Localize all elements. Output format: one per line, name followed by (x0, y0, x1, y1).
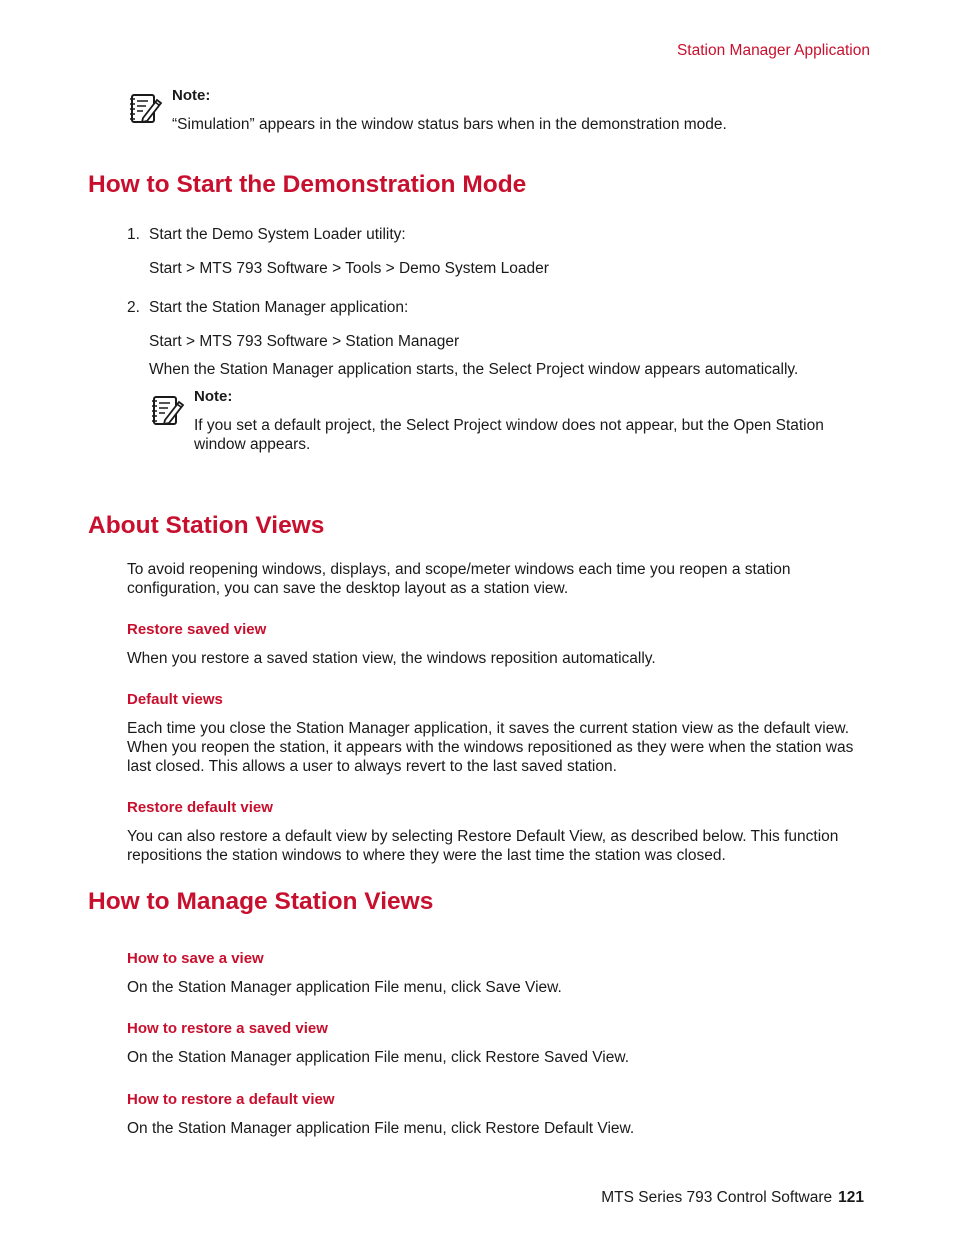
note-pad-pencil-icon (128, 90, 164, 126)
step-text: Start the Station Manager application: (149, 299, 409, 316)
subheading: Restore default view (127, 799, 273, 816)
step-text: Start the Demo System Loader utility: (149, 226, 406, 243)
note-text: “Simulation” appears in the window status bars when in the demonstration mode. (172, 116, 727, 133)
subheading: How to restore a default view (127, 1091, 335, 1108)
section-heading-demo: How to Start the Demonstration Mode (88, 171, 527, 198)
footer-product: MTS Series 793 Control Software (601, 1189, 833, 1206)
section-heading-about: About Station Views (88, 512, 325, 539)
subheading: Restore saved view (127, 621, 267, 638)
section-intro: To avoid reopening windows, displays, and scope/meter windows each time you reopen a station configuration, you can save the desktop layout as a station view. (127, 561, 791, 597)
step-number: 1. (127, 226, 140, 243)
step-result-text: When the Station Manager application starts, the Select Project window appears automatically. (149, 361, 799, 378)
menu-path: Start > MTS 793 Software > Station Manager (149, 333, 460, 350)
note-label: Note: (194, 388, 233, 405)
paragraph: You can also restore a default view by selecting Restore Default View, as described below. This function repositions the station windows to where they were the last time the station was closed. (127, 828, 839, 864)
note-label: Note: (172, 87, 211, 104)
subheading: Default views (127, 691, 223, 708)
page-number: 121 (838, 1189, 864, 1206)
paragraph: On the Station Manager application File menu, click Restore Default View. (127, 1120, 635, 1137)
paragraph: On the Station Manager application File menu, click Restore Saved View. (127, 1049, 630, 1066)
menu-path: Start > MTS 793 Software > Tools > Demo System Loader (149, 260, 549, 277)
step-number: 2. (127, 299, 140, 316)
subheading: How to restore a saved view (127, 1020, 328, 1037)
subheading: How to save a view (127, 950, 264, 967)
paragraph: When you restore a saved station view, the windows reposition automatically. (127, 650, 656, 667)
paragraph: Each time you close the Station Manager application, it saves the current station view as the default view. When you reopen the station, it appears with the windows repositioned as they were when the station was last closed. This allows a user to always revert to the last saved station. (127, 720, 854, 775)
note-pad-pencil-icon (150, 392, 186, 428)
section-heading-manage: How to Manage Station Views (88, 888, 434, 915)
page-footer (601, 1189, 864, 1207)
note-text: If you set a default project, the Select Project window does not appear, but the Open Station window appears. (194, 417, 824, 453)
paragraph: On the Station Manager application File menu, click Save View. (127, 979, 562, 996)
running-header: Station Manager Application (676, 42, 870, 59)
